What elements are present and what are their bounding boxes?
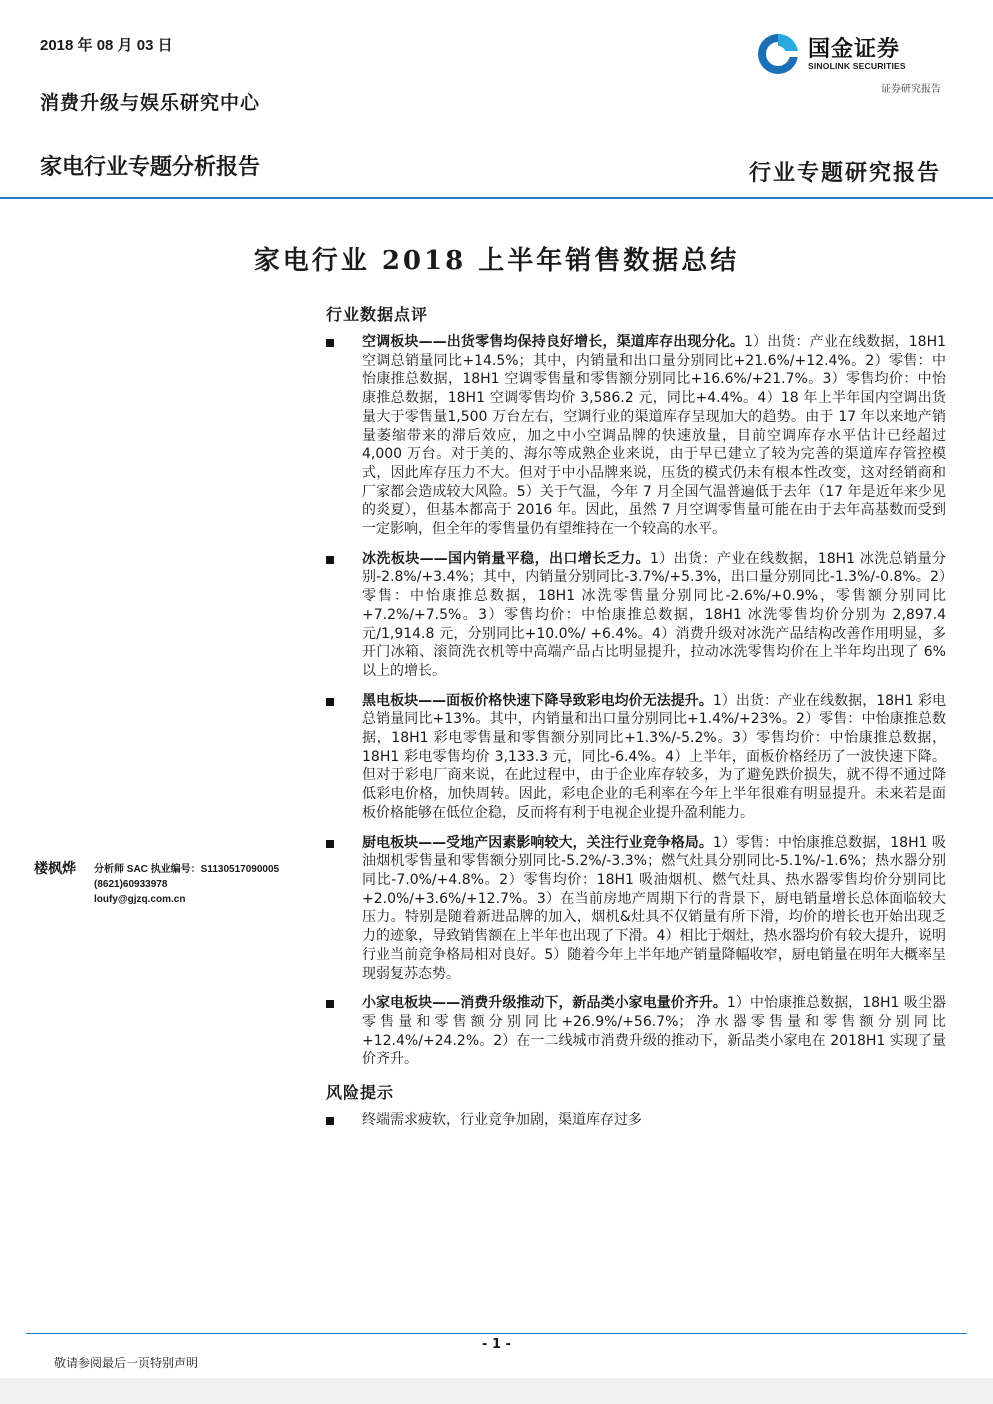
section-risk [326, 1080, 946, 1130]
bullet-text: 1）出货：产业在线数据，18H1 彩电总销量同比+13%。其中，内销量和出口量分别同比+1.4%/+23%。2）零售：中怡康推总数据，18H1 彩电零售量和零售额分别同比+1.3%/-5.2%。3）零售均价：中怡康推总数据，18H1 彩电零售均价 3,133.3 元，同比-6.4%。4）上半年，面板价格经历了一波快速下降。但对于彩电厂商来说，在此过程中，由于企业库存较多，为了避免跌价损失，就不得不通过降低彩电价格，加快周转。因此，彩电企业的毛利率在今年上半年很难有明显提升。未来若是面板价格能够在低位企稳，反而将有利于电视企业提升盈利能力。 [362, 692, 947, 821]
report-date: 2018 年 08 月 03 日 [40, 37, 173, 54]
main-title: 家电行业 2018 上半年销售数据总结 [253, 246, 740, 276]
report-type: 行业专题研究报告 [748, 160, 941, 186]
bullet-square-icon [326, 698, 334, 706]
report-title: 家电行业专题分析报告 [40, 155, 261, 180]
bullet-square-icon [326, 1117, 334, 1125]
analyst-details [94, 862, 279, 907]
bullet-lead: 空调板块——出货零售均保持良好增长，渠道库存出现分化。 [362, 334, 744, 350]
analyst-name: 楼枫烨 [34, 861, 76, 877]
bullet-item-ac [326, 333, 946, 539]
bullet-lead: 黑电板块——面板价格快速下降导致彩电均价无法提升。 [362, 692, 713, 709]
bullet-text: 1）零售：中怡康推总数据，18H1 吸油烟机零售量和零售额分别同比-5.2%/-3.3%；燃气灶具分别同比-5.1%/-1.6%；热水器分别同比-7.0%/+4.8%。2）零售均价：18H1 吸油烟机、燃气灶具、热水器零售均价分别同比+2.0%/+3.6%/+12.7%。3）在当前房地产周期下行的背景下，厨电销量增长总体面临较大压力。特别是随着新进品牌的加入，烟机&灶具不仅销量有所下滑，均价的增长也开始出现乏力的迹象，导致销售额在上半年也出现了下滑。4）相比于烟灶，热水器均价有较大提升，说明行业当前竞争格局相对良好。5）随着今年上半年地产销量降幅收窄，厨电销量在明年大概率呈现弱复苏态势。 [362, 834, 947, 982]
bullet-square-icon [326, 556, 334, 564]
bullet-lead: 小家电板块——消费升级推动下，新品类小家电量价齐升。 [362, 995, 727, 1012]
report-body [326, 302, 946, 1141]
bullet-item-small-appliance [326, 994, 946, 1069]
analyst-sac-id: 分析师 SAC 执业编号：S1130517090005 [94, 864, 280, 875]
bullet-text: 终端需求疲软，行业竞争加剧，渠道库存过多 [362, 1112, 642, 1129]
logo-name-en: SINOLINK SECURITIES [808, 61, 906, 71]
bullet-item-kitchen [326, 834, 946, 984]
bullet-square-icon [326, 339, 334, 347]
bullet-lead: 厨电板块——受地产因素影响较大，关注行业竞争格局。 [362, 834, 713, 851]
bullet-text: 1）出货：产业在线数据，18H1 空调总销量同比+14.5%；其中，内销量和出口量分别同比+21.6%/+12.4%。2）零售：中怡康推总数据，18H1 空调零售量和零售额分别同比+16.6%/+21.7%。3）零售均价：中怡康推总数据，18H1 空调零售均价 3,586.2 元，同比+4.4%。4）18 年上半年国内空调出货量大于零售量1,500 万台左右，空调行业的渠道库存呈现加大的趋势。由于 17 年以来地产销量萎缩带来的滞后效应，加之中小空调品牌的快速放量，目前空调库存水平估计已经超过 4,000 万台。对于美的、海尔等成熟企业来说，由于早已建立了较为完善的渠道库存管控模式，因此库存压力不大。但对于中小品牌来说，压货的模式仍未有根本性改变，这对经销商和厂家都会造成较大风险。5）关于气温，今年 7 月全国气温普遍低于去年（17 年是近年来少见的炎夏），但基本都高于 2016 年。因此，虽然 7 月空调零售量可能在由于去年高基数而受到一定影响，但全年的零售量仍有望维持在一个较高的水平。 [362, 334, 947, 538]
bullet-item-tv [326, 692, 946, 823]
footer-divider [26, 1333, 967, 1334]
bottom-band [0, 1378, 993, 1404]
analyst-email[interactable]: loufy@gjzq.com.cn [94, 894, 186, 905]
bullet-text: 1）中怡康推总数据，18H1 吸尘器零售量和零售额分别同比+26.9%/+56.7%；净水器零售量和零售额分别同比+12.4%/+24.2%。2）在一二线城市消费升级的推动下，新品类小家电在 2018H1 实现了量价齐升。 [362, 995, 947, 1068]
bullet-square-icon [326, 1000, 334, 1008]
department-name: 消费升级与娱乐研究中心 [40, 92, 261, 114]
section-heading: 行业数据点评 [326, 305, 429, 324]
analyst-phone: (8621)60933978 [94, 879, 168, 890]
section-heading: 风险提示 [326, 1083, 395, 1103]
bullet-item-fridge-washer [326, 550, 946, 681]
header-divider [0, 197, 993, 199]
page-number: - 1 - [482, 1337, 511, 1352]
sinolink-logo-icon [756, 32, 800, 76]
disclaimer-note: 敬请参阅最后一页特别声明 [54, 1356, 199, 1370]
bullet-text: 1）出货：产业在线数据，18H1 冰洗总销量分别-2.8%/+3.4%；其中，内销量分别同比-3.7%/+5.3%，出口量分别同比-1.3%/-0.8%。2）零售：中怡康推总数据，18H1 冰洗零售量分别同比-2.6%/+0.9%，零售额分别同比+7.2%/+7.5%。3）零售均价：中怡康推总数据，18H1 冰洗零售均价分别为 2,897.4 元/1,914.8 元，分别同比+10.0%/ +6.4%。4）消费升级对冰洗产品结构改善作用明显，多开门冰箱、滚筒洗衣机等中高端产品占比明显提升，拉动冰洗零售均价在上半年均出现了 6%以上的增长。 [362, 550, 946, 679]
company-logo [756, 32, 946, 78]
bullet-lead: 冰洗板块——国内销量平稳，出口增长乏力。 [362, 550, 650, 567]
bullet-item-risk [326, 1111, 946, 1130]
section-industry-data [326, 302, 946, 1069]
bullet-square-icon [326, 840, 334, 848]
logo-name-cn: 国金证券 [808, 37, 901, 62]
logo-subtitle: 证券研究报告 [881, 84, 941, 95]
